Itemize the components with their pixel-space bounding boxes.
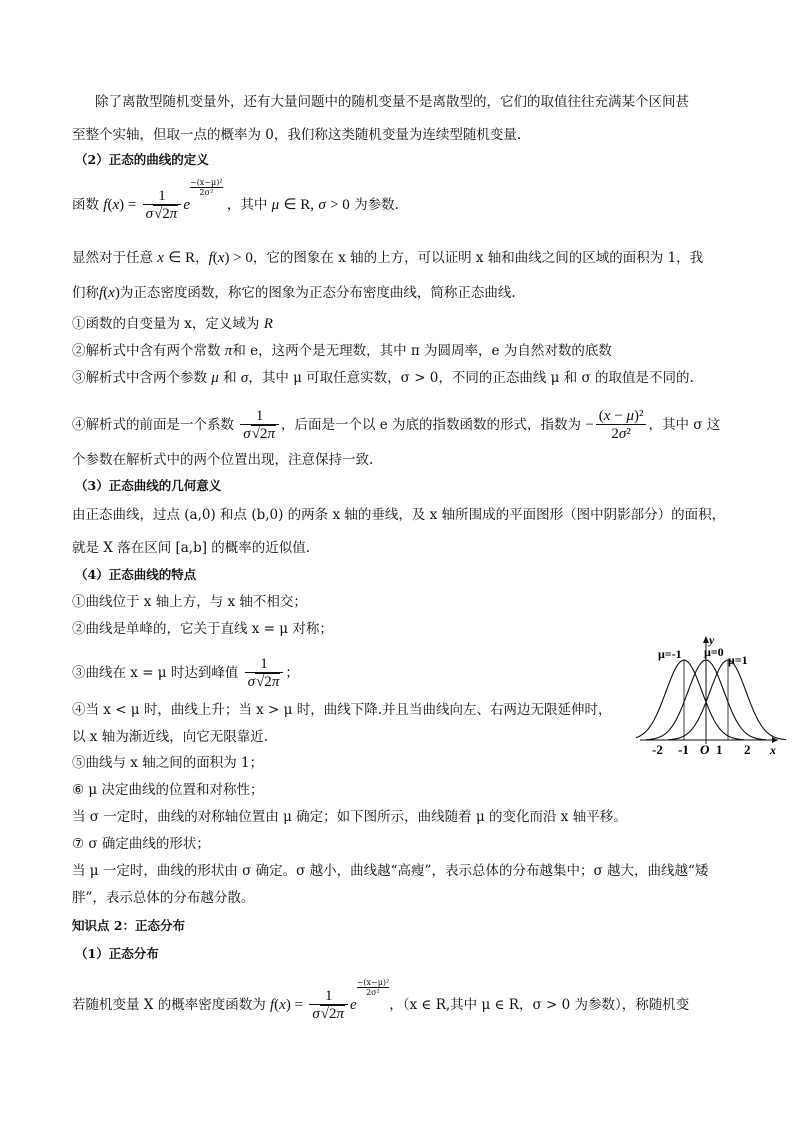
feature-3: ③曲线在 x = μ 时达到峰值 $\frac{1}{\sigma√2\pi}$ ； <box>72 656 299 690</box>
label-mu-1: μ=1 <box>728 653 748 667</box>
item-3: ③解析式中含两个参数 μ 和 σ，其中 μ 可取任意实数，σ > 0，不同的正态曲线 μ 和 σ 的取值是不同的. <box>72 370 694 386</box>
feature-7-line-2: 胖”，表示总体的分布越分散。 <box>72 890 255 906</box>
section2-para-line-2: 们称f(x)为正态密度函数，称它的图象为正态分布密度曲线，简称正态曲线. <box>72 285 516 301</box>
label-mu-0: μ=0 <box>704 645 724 659</box>
feature-7-line-1: 当 μ 一定时，曲线的形状由 σ 确定。σ 越小，曲线越“高瘦”，表示总体的分布越集中；σ 越大，曲线越“矮 <box>72 863 709 879</box>
kp2-line: 若随机变量 X 的概率密度函数为 f(x) = $\frac{1}{\sigma√2\pi}$ e $\frac{\text{−(x−μ)²}}{\text{2σ²}}$，（x ∈ R,其中 μ ∈ R，σ > 0 为参数），称随机变 <box>72 978 690 1022</box>
tick-2: 2 <box>744 742 751 755</box>
feature-7: ⑦ σ 确定曲线的形状； <box>72 836 210 852</box>
feature-5: ⑤曲线与 x 轴之间的面积为 1； <box>72 755 264 771</box>
func-prefix: 函数 <box>72 197 99 213</box>
section3-heading: （3）正态曲线的几何意义 <box>75 478 222 493</box>
func-suffix: ，其中 <box>226 197 268 213</box>
feature-4-line-1: ④当 x < μ 时，曲线上升；当 x > μ 时，曲线下降.并且当曲线向左、右两边无限延伸时， <box>72 702 612 718</box>
item-1: ①函数的自变量为 x，定义域为 R <box>72 316 273 332</box>
section4-heading: （4）正态曲线的特点 <box>75 567 197 582</box>
intro-line-1: 除了离散型随机变量外，还有大量问题中的随机变量不是离散型的，它们的取值往往充满某个区间甚 <box>95 94 689 110</box>
feature-6: ⑥ μ 决定曲线的位置和对称性； <box>72 782 264 798</box>
label-mu-minus-1: μ=-1 <box>658 647 682 661</box>
item-2: ②解析式中含有两个常数 π和 e，这两个是无理数，其中 π 为圆周率，e 为自然对数的底数 <box>72 343 612 359</box>
kp2-heading: 知识点 2：正态分布 <box>72 918 186 933</box>
feature-2: ②曲线是单峰的，它关于直线 x = μ 对称； <box>72 621 333 637</box>
item-4: ④解析式的前面是一个系数 $\frac{1}{\sigma√2\pi}$ ，后面是一个以 e 为底的指数函数的形式，指数为 − $\frac{\text{(x − μ)²}}{\text{2σ²}}$ ，其中 σ 这 <box>72 408 721 442</box>
intro-line-2: 至整个实轴，但取一点的概率为 0，我们称这类随机变量为连续型随机变量. <box>72 127 522 143</box>
normal-curves-figure <box>636 630 786 755</box>
feature-6-line-2: 当 σ 一定时，曲线的对称轴位置由 μ 确定；如下图所示，曲线随着 μ 的变化而沿 x 轴平移。 <box>72 809 627 825</box>
section3-line-2: 就是 X 落在区间 [a,b] 的概率的近似值. <box>72 540 311 556</box>
kp2-subheading: （1）正态分布 <box>75 946 159 961</box>
feature-4-line-2: 以 x 轴为渐近线，向它无限靠近. <box>72 729 268 745</box>
axis-y-label: y <box>709 633 715 647</box>
axis-x-label: x <box>770 743 776 755</box>
section2-heading: （2）正态的曲线的定义 <box>75 152 209 167</box>
section2-para-line-1: 显然对于任意 x ∈ R，f(x) > 0，它的图象在 x 轴的上方，可以证明 x 轴和曲线之间的区域的面积为 1，我 <box>72 250 704 266</box>
density-function-line: 函数 f(x) = $\frac{1}{\sigma√2\pi}$ e $\frac{\text{−(x−μ)²}}{\text{2σ²}}$ ，其中 μ ∈ R, σ > 0 为参数. <box>72 178 399 222</box>
tick-minus-2: -2 <box>652 742 663 755</box>
feature-1: ①曲线位于 x 轴上方，与 x 轴不相交； <box>72 594 307 610</box>
item-4-line-2: 个参数在解析式中的两个位置出现，注意保持一致. <box>72 452 374 468</box>
tick-1: 1 <box>716 742 723 755</box>
func-params: 为参数. <box>354 197 399 213</box>
section3-line-1: 由正态曲线，过点 (a,0) 和点 (b,0) 的两条 x 轴的垂线，及 x 轴所围成的平面图形（图中阴影部分）的面积， <box>72 507 726 523</box>
tick-origin: O <box>700 742 710 755</box>
tick-minus-1: -1 <box>678 742 689 755</box>
